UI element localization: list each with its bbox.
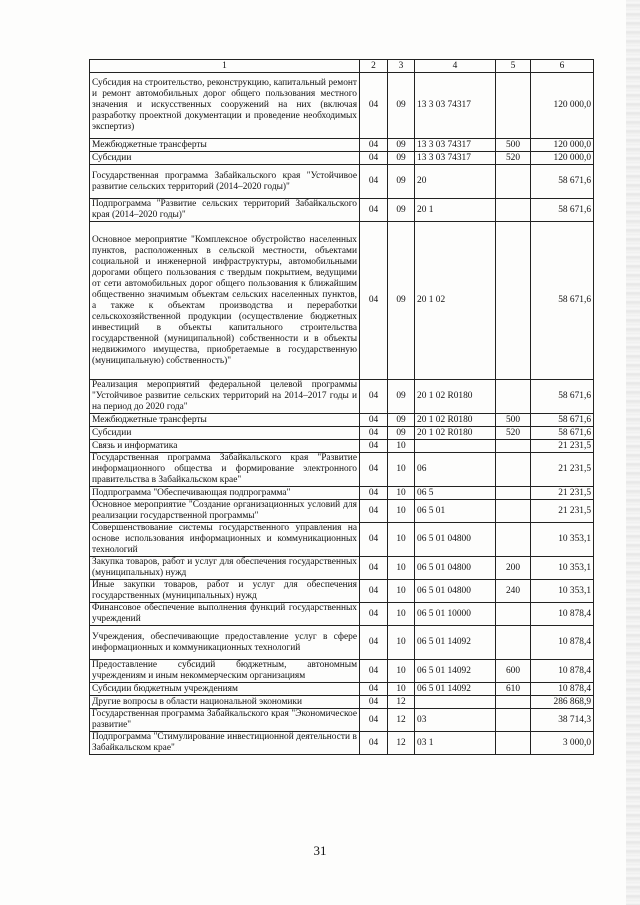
row-subsection: 10 bbox=[388, 440, 415, 453]
row-section: 04 bbox=[360, 453, 388, 487]
row-subsection: 09 bbox=[388, 222, 415, 380]
row-section: 04 bbox=[360, 152, 388, 165]
row-target-code: 13 3 03 74317 bbox=[415, 152, 496, 165]
row-subsection: 10 bbox=[388, 523, 415, 557]
row-target-code: 06 5 01 bbox=[415, 500, 496, 523]
row-section: 04 bbox=[360, 732, 388, 755]
row-amount: 58 671,6 bbox=[531, 199, 594, 222]
row-section: 04 bbox=[360, 557, 388, 580]
row-section: 04 bbox=[360, 427, 388, 440]
table-row bbox=[90, 709, 594, 732]
row-amount: 10 353,1 bbox=[531, 580, 594, 603]
row-target-code: 20 1 02 R0180 bbox=[415, 380, 496, 414]
row-name: Другие вопросы в области национальной экономики bbox=[90, 696, 360, 709]
row-amount: 21 231,5 bbox=[531, 500, 594, 523]
row-target-code: 20 1 02 bbox=[415, 222, 496, 380]
row-subsection: 10 bbox=[388, 660, 415, 683]
table-row bbox=[90, 453, 594, 487]
row-target-code: 20 1 bbox=[415, 199, 496, 222]
row-amount: 58 671,6 bbox=[531, 414, 594, 427]
header-col-6: 6 bbox=[531, 60, 594, 73]
row-amount: 10 878,4 bbox=[531, 683, 594, 696]
row-target-code bbox=[415, 440, 496, 453]
row-name: Государственная программа Забайкальского края "Экономическое развитие" bbox=[90, 709, 360, 732]
row-section: 04 bbox=[360, 380, 388, 414]
row-amount: 21 231,5 bbox=[531, 487, 594, 500]
row-expense-type bbox=[496, 500, 531, 523]
row-target-code: 20 1 02 R0180 bbox=[415, 414, 496, 427]
row-expense-type bbox=[496, 732, 531, 755]
table-row bbox=[90, 165, 594, 199]
row-expense-type bbox=[496, 487, 531, 500]
table-row bbox=[90, 557, 594, 580]
row-amount: 38 714,3 bbox=[531, 709, 594, 732]
row-target-code: 20 1 02 R0180 bbox=[415, 427, 496, 440]
table-row bbox=[90, 380, 594, 414]
row-section: 04 bbox=[360, 626, 388, 660]
row-section: 04 bbox=[360, 73, 388, 139]
row-amount: 120 000,0 bbox=[531, 73, 594, 139]
row-section: 04 bbox=[360, 139, 388, 152]
row-target-code: 06 5 01 14092 bbox=[415, 626, 496, 660]
table-row bbox=[90, 440, 594, 453]
header-col-4: 4 bbox=[415, 60, 496, 73]
row-expense-type: 520 bbox=[496, 427, 531, 440]
row-expense-type bbox=[496, 165, 531, 199]
row-expense-type: 500 bbox=[496, 139, 531, 152]
table-row bbox=[90, 139, 594, 152]
row-expense-type bbox=[496, 199, 531, 222]
row-amount: 120 000,0 bbox=[531, 139, 594, 152]
row-subsection: 12 bbox=[388, 709, 415, 732]
row-target-code: 06 5 01 04800 bbox=[415, 557, 496, 580]
row-expense-type: 200 bbox=[496, 557, 531, 580]
row-target-code: 06 5 01 14092 bbox=[415, 660, 496, 683]
row-name: Межбюджетные трансферты bbox=[90, 139, 360, 152]
row-target-code: 06 5 01 10000 bbox=[415, 603, 496, 626]
row-subsection: 10 bbox=[388, 453, 415, 487]
row-name: Учреждения, обеспечивающие предоставление услуг в сфере информационных и коммуникационных технологий bbox=[90, 626, 360, 660]
row-subsection: 09 bbox=[388, 414, 415, 427]
row-expense-type bbox=[496, 603, 531, 626]
row-name: Предоставление субсидий бюджетным, автономным учреждениям и иным некоммерческим организациям bbox=[90, 660, 360, 683]
row-amount: 21 231,5 bbox=[531, 453, 594, 487]
row-subsection: 09 bbox=[388, 165, 415, 199]
row-name: Государственная программа Забайкальского края "Развитие информационного общества и формирование электронного правительства в Забайкальском крае" bbox=[90, 453, 360, 487]
row-target-code: 03 bbox=[415, 709, 496, 732]
row-subsection: 09 bbox=[388, 152, 415, 165]
row-name: Государственная программа Забайкальского края "Устойчивое развитие сельских территорий (2014–2020 годы)" bbox=[90, 165, 360, 199]
row-amount: 21 231,5 bbox=[531, 440, 594, 453]
row-expense-type bbox=[496, 440, 531, 453]
row-section: 04 bbox=[360, 660, 388, 683]
row-name: Субсидии bbox=[90, 152, 360, 165]
row-section: 04 bbox=[360, 487, 388, 500]
row-expense-type bbox=[496, 696, 531, 709]
row-name: Финансовое обеспечение выполнения функций государственных учреждений bbox=[90, 603, 360, 626]
row-name: Подпрограмма "Стимулирование инвестиционной деятельности в Забайкальском крае" bbox=[90, 732, 360, 755]
row-subsection: 10 bbox=[388, 603, 415, 626]
table-row bbox=[90, 222, 594, 380]
row-subsection: 09 bbox=[388, 427, 415, 440]
row-expense-type: 520 bbox=[496, 152, 531, 165]
row-name: Подпрограмма "Развитие сельских территорий Забайкальского края (2014–2020 годы)" bbox=[90, 199, 360, 222]
table-row bbox=[90, 683, 594, 696]
table-row bbox=[90, 732, 594, 755]
row-expense-type bbox=[496, 453, 531, 487]
row-name: Реализация мероприятий федеральной целевой программы "Устойчивое развитие сельских территорий на 2014–2017 годы и на период до 2020 года" bbox=[90, 380, 360, 414]
row-target-code: 06 5 bbox=[415, 487, 496, 500]
row-expense-type bbox=[496, 222, 531, 380]
header-col-2: 2 bbox=[360, 60, 388, 73]
row-section: 04 bbox=[360, 440, 388, 453]
row-section: 04 bbox=[360, 165, 388, 199]
table-row bbox=[90, 487, 594, 500]
row-amount: 58 671,6 bbox=[531, 427, 594, 440]
row-target-code: 06 bbox=[415, 453, 496, 487]
table-row bbox=[90, 580, 594, 603]
row-expense-type bbox=[496, 380, 531, 414]
row-amount: 286 868,9 bbox=[531, 696, 594, 709]
row-subsection: 10 bbox=[388, 580, 415, 603]
row-name: Связь и информатика bbox=[90, 440, 360, 453]
row-expense-type: 240 bbox=[496, 580, 531, 603]
row-subsection: 09 bbox=[388, 73, 415, 139]
row-name: Основное мероприятие "Создание организационных условий для реализации государственной программы" bbox=[90, 500, 360, 523]
row-subsection: 12 bbox=[388, 732, 415, 755]
scan-edge-artifact bbox=[626, 0, 640, 905]
row-expense-type: 610 bbox=[496, 683, 531, 696]
row-amount: 58 671,6 bbox=[531, 380, 594, 414]
row-target-code: 06 5 01 04800 bbox=[415, 523, 496, 557]
row-expense-type bbox=[496, 73, 531, 139]
row-amount: 10 353,1 bbox=[531, 557, 594, 580]
row-target-code bbox=[415, 696, 496, 709]
row-amount: 3 000,0 bbox=[531, 732, 594, 755]
row-target-code: 06 5 01 14092 bbox=[415, 683, 496, 696]
table-row bbox=[90, 414, 594, 427]
row-expense-type: 600 bbox=[496, 660, 531, 683]
row-section: 04 bbox=[360, 500, 388, 523]
row-name: Подпрограмма "Обеспечивающая подпрограмма" bbox=[90, 487, 360, 500]
row-name: Закупка товаров, работ и услуг для обеспечения государственных (муниципальных) нужд bbox=[90, 557, 360, 580]
row-expense-type bbox=[496, 709, 531, 732]
table-row bbox=[90, 603, 594, 626]
row-amount: 10 353,1 bbox=[531, 523, 594, 557]
budget-table bbox=[89, 59, 594, 755]
row-target-code: 13 3 03 74317 bbox=[415, 73, 496, 139]
row-name: Субсидии бюджетным учреждениям bbox=[90, 683, 360, 696]
row-amount: 58 671,6 bbox=[531, 165, 594, 199]
row-subsection: 10 bbox=[388, 487, 415, 500]
row-expense-type bbox=[496, 626, 531, 660]
row-name: Субсидии bbox=[90, 427, 360, 440]
row-section: 04 bbox=[360, 683, 388, 696]
row-subsection: 10 bbox=[388, 683, 415, 696]
table-row bbox=[90, 199, 594, 222]
row-subsection: 10 bbox=[388, 557, 415, 580]
table-header-row bbox=[90, 60, 594, 73]
header-col-5: 5 bbox=[496, 60, 531, 73]
row-name: Основное мероприятие "Комплексное обустройство населенных пунктов, расположенных в сельской местности, объектами социальной и инженерной инфраструктуры, автомобильными дорогами общего пользования с твердым покрытием, ведущими от сети автомобильных дорог общего пользования к ближайшим общественно значимым объектам сельских населенных пунктов, а также к объектам производства и переработки сельскохозяйственной продукции (осуществление бюджетных инвестиций в объекты капитального строительства государственной (муниципальной) собственности и в объекты недвижимого имущества, приобретаемые в государственную (муниципальную) собственность)" bbox=[90, 222, 360, 380]
table-row bbox=[90, 660, 594, 683]
table-row bbox=[90, 152, 594, 165]
table-row bbox=[90, 73, 594, 139]
table-row bbox=[90, 626, 594, 660]
row-name: Субсидия на строительство, реконструкцию, капитальный ремонт и ремонт автомобильных дорог общего пользования местного значения и искусственных сооружений на них (включая разработку проектной документации и проведение необходимых экспертиз) bbox=[90, 73, 360, 139]
table-row bbox=[90, 523, 594, 557]
row-target-code: 03 1 bbox=[415, 732, 496, 755]
row-section: 04 bbox=[360, 709, 388, 732]
header-col-3: 3 bbox=[388, 60, 415, 73]
row-section: 04 bbox=[360, 523, 388, 557]
header-col-1: 1 bbox=[90, 60, 360, 73]
row-section: 04 bbox=[360, 414, 388, 427]
row-subsection: 10 bbox=[388, 626, 415, 660]
row-amount: 10 878,4 bbox=[531, 626, 594, 660]
row-amount: 10 878,4 bbox=[531, 603, 594, 626]
row-target-code: 06 5 01 04800 bbox=[415, 580, 496, 603]
row-target-code: 13 3 03 74317 bbox=[415, 139, 496, 152]
table-row bbox=[90, 500, 594, 523]
table-row bbox=[90, 696, 594, 709]
row-section: 04 bbox=[360, 580, 388, 603]
row-subsection: 09 bbox=[388, 199, 415, 222]
page-number: 31 bbox=[313, 843, 327, 858]
row-subsection: 10 bbox=[388, 500, 415, 523]
row-amount: 58 671,6 bbox=[531, 222, 594, 380]
row-target-code: 20 bbox=[415, 165, 496, 199]
row-subsection: 09 bbox=[388, 139, 415, 152]
row-subsection: 09 bbox=[388, 380, 415, 414]
row-name: Иные закупки товаров, работ и услуг для обеспечения государственных (муниципальных) нужд bbox=[90, 580, 360, 603]
row-section: 04 bbox=[360, 199, 388, 222]
row-section: 04 bbox=[360, 696, 388, 709]
row-subsection: 12 bbox=[388, 696, 415, 709]
row-expense-type: 500 bbox=[496, 414, 531, 427]
table-row bbox=[90, 427, 594, 440]
row-section: 04 bbox=[360, 603, 388, 626]
row-section: 04 bbox=[360, 222, 388, 380]
row-name: Межбюджетные трансферты bbox=[90, 414, 360, 427]
row-amount: 120 000,0 bbox=[531, 152, 594, 165]
row-amount: 10 878,4 bbox=[531, 660, 594, 683]
row-expense-type bbox=[496, 523, 531, 557]
row-name: Совершенствование системы государственного управления на основе использования информационных и коммуникационных технологий bbox=[90, 523, 360, 557]
